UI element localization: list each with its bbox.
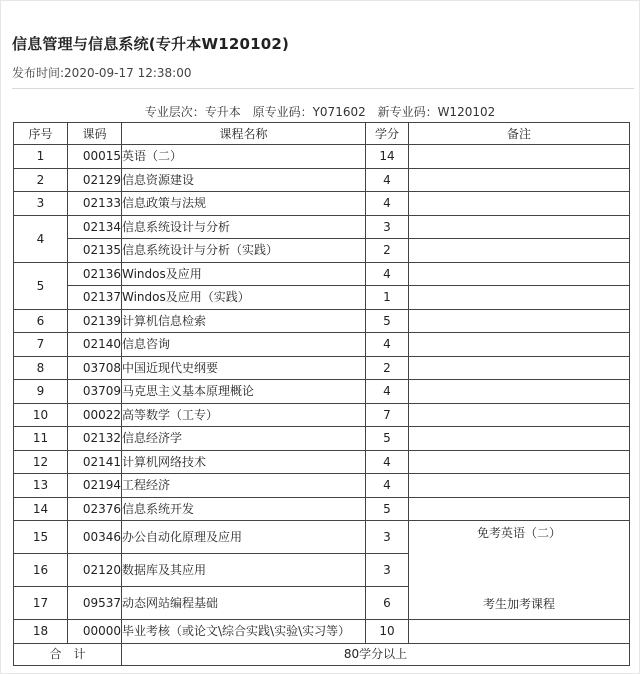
table-row: [14, 620, 630, 644]
new-major-code: 新专业码：W120102: [377, 105, 496, 119]
row-code: 02139: [68, 309, 122, 333]
row-credit: 4: [366, 333, 409, 357]
row-no: 8: [14, 356, 68, 380]
row-no: 7: [14, 333, 68, 357]
row-name: 信息系统设计与分析（实践）: [122, 239, 366, 263]
row-name: 信息系统开发: [122, 497, 366, 521]
row-credit: 4: [366, 380, 409, 404]
row-note: [409, 286, 630, 310]
row-credit: 4: [366, 168, 409, 192]
row-code: 00015: [68, 145, 122, 169]
row-name: 信息系统设计与分析: [122, 215, 366, 239]
table-row: [14, 427, 630, 451]
row-note: [409, 145, 630, 169]
row-code: 02141: [68, 450, 122, 474]
row-code: 02194: [68, 474, 122, 498]
row-name: 马克思主义基本原理概论: [122, 380, 366, 404]
header-name: 课程名称: [122, 123, 366, 145]
row-code: 02129: [68, 168, 122, 192]
row-no: 17: [14, 587, 68, 620]
row-note: [409, 497, 630, 521]
row-code: 02140: [68, 333, 122, 357]
header-no: 序号: [14, 123, 68, 145]
total-row: [14, 643, 630, 665]
row-name: 办公自动化原理及应用: [122, 521, 366, 554]
row-code: 02133: [68, 192, 122, 216]
row-no: 1: [14, 145, 68, 169]
row-name: 数据库及其应用: [122, 554, 366, 587]
note-cell: [409, 521, 630, 620]
row-code: 09537: [68, 587, 122, 620]
row-credit: 5: [366, 497, 409, 521]
row-credit: 2: [366, 356, 409, 380]
row-note: [409, 239, 630, 263]
row-no: 3: [14, 192, 68, 216]
page-title: 信息管理与信息系统(专升本W120102): [12, 35, 290, 53]
table-row: [14, 380, 630, 404]
table-row: [14, 521, 630, 554]
row-code: 00346: [68, 521, 122, 554]
row-code: 02136: [68, 262, 122, 286]
note-exempt-english: 免考英语（二）: [476, 526, 561, 540]
row-note: [409, 168, 630, 192]
header-code: 课码: [68, 123, 122, 145]
table-row: [14, 356, 630, 380]
table-row: [14, 239, 630, 263]
table-row: [14, 262, 630, 286]
row-code: 02132: [68, 427, 122, 451]
row-credit: 5: [366, 309, 409, 333]
row-name: 信息资源建设: [122, 168, 366, 192]
row-no: 4: [14, 215, 68, 262]
row-note: [409, 309, 630, 333]
row-code: 00022: [68, 403, 122, 427]
row-name: 计算机信息检索: [122, 309, 366, 333]
row-code: 02137: [68, 286, 122, 310]
row-name: 工程经济: [122, 474, 366, 498]
row-no: 18: [14, 620, 68, 644]
row-name: 信息经济学: [122, 427, 366, 451]
row-credit: 14: [366, 145, 409, 169]
row-credit: 6: [366, 587, 409, 620]
table-row: [14, 286, 630, 310]
row-note: [409, 215, 630, 239]
row-no: 11: [14, 427, 68, 451]
row-name: 毕业考核（或论文\综合实践\实验\实习等）: [122, 620, 366, 644]
row-name: Windos及应用: [122, 262, 366, 286]
divider: [12, 88, 634, 89]
row-note: [409, 620, 630, 644]
row-note: [409, 380, 630, 404]
row-code: 02120: [68, 554, 122, 587]
row-code: 03708: [68, 356, 122, 380]
row-credit: 1: [366, 286, 409, 310]
row-no: 9: [14, 380, 68, 404]
row-note: [409, 474, 630, 498]
major-level: 专业层次：专升本: [144, 105, 241, 119]
row-code: 00000: [68, 620, 122, 644]
row-credit: 5: [366, 427, 409, 451]
row-note: [409, 192, 630, 216]
row-code: 02376: [68, 497, 122, 521]
table-row: [14, 450, 630, 474]
row-no: 16: [14, 554, 68, 587]
row-code: 02135: [68, 239, 122, 263]
row-name: 计算机网络技术: [122, 450, 366, 474]
row-name: 信息政策与法规: [122, 192, 366, 216]
total-label: 合 计: [14, 643, 122, 665]
table-row: [14, 145, 630, 169]
major-info: [0, 103, 640, 120]
table-row: [14, 168, 630, 192]
row-no: 10: [14, 403, 68, 427]
row-credit: 3: [366, 521, 409, 554]
row-name: 信息咨询: [122, 333, 366, 357]
row-no: 2: [14, 168, 68, 192]
row-note: [409, 262, 630, 286]
row-no: 15: [14, 521, 68, 554]
row-credit: 7: [366, 403, 409, 427]
table-header-row: [14, 123, 630, 145]
row-name: Windos及应用（实践）: [122, 286, 366, 310]
row-no: 6: [14, 309, 68, 333]
row-note: [409, 427, 630, 451]
row-name: 中国近现代史纲要: [122, 356, 366, 380]
row-credit: 2: [366, 239, 409, 263]
row-no: 5: [14, 262, 68, 309]
note-extra-courses: 考生加考课程: [482, 597, 555, 611]
header-note: 备注: [409, 123, 630, 145]
row-credit: 4: [366, 474, 409, 498]
row-credit: 3: [366, 215, 409, 239]
row-no: 14: [14, 497, 68, 521]
row-no: 12: [14, 450, 68, 474]
row-credit: 4: [366, 450, 409, 474]
row-credit: 10: [366, 620, 409, 644]
table-row: [14, 309, 630, 333]
row-name: 英语（二）: [122, 145, 366, 169]
publish-time: 发布时间:2020-09-17 12:38:00: [12, 66, 192, 80]
row-note: [409, 403, 630, 427]
row-code: 02134: [68, 215, 122, 239]
row-name: 动态网站编程基础: [122, 587, 366, 620]
row-code: 03709: [68, 380, 122, 404]
row-no: 13: [14, 474, 68, 498]
header-credit: 学分: [366, 123, 409, 145]
row-credit: 4: [366, 192, 409, 216]
row-credit: 4: [366, 262, 409, 286]
table-row: [14, 403, 630, 427]
old-major-code: 原专业码：Y071602: [252, 105, 366, 119]
course-table: [13, 122, 630, 666]
table-row: [14, 333, 630, 357]
row-credit: 3: [366, 554, 409, 587]
table-row: [14, 215, 630, 239]
table-row: [14, 192, 630, 216]
row-note: [409, 450, 630, 474]
total-value: 80学分以上: [122, 643, 630, 665]
row-name: 高等数学（工专）: [122, 403, 366, 427]
row-note: [409, 356, 630, 380]
table-row: [14, 474, 630, 498]
table-row: [14, 497, 630, 521]
row-note: [409, 333, 630, 357]
